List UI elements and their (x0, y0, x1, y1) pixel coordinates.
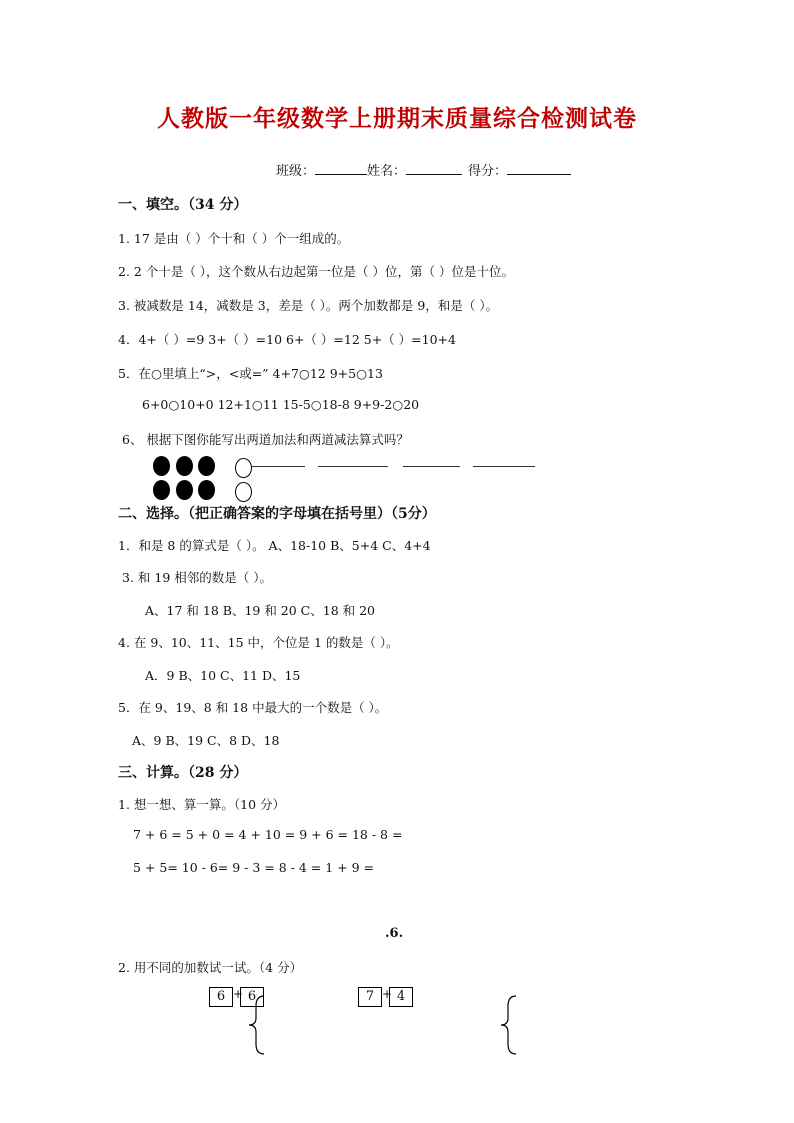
number-box: 4 (389, 987, 413, 1007)
s2-question-4: 4. 在 9、10、11、15 中，个位是 1 的数是（ ）。 (118, 635, 399, 650)
calc-row-1: 7 + 6 = 5 + 0 = 4 + 10 = 9 + 6 = 18 - 8 = (133, 827, 403, 842)
class-label: 班级： (276, 164, 316, 179)
class-blank[interactable] (315, 161, 367, 175)
s1-question-1: 1. 17 是由（ ）个十和（ ）个一组成的。 (118, 231, 350, 246)
score-label: 得分： (468, 164, 508, 179)
filled-circle (153, 480, 170, 500)
name-label: 姓名： (367, 164, 407, 179)
score-blank[interactable] (507, 161, 571, 175)
filled-circle (176, 456, 193, 476)
page-number: .6. (385, 926, 404, 941)
filled-circle (153, 456, 170, 476)
section2-heading: 二、选择。（把正确答案的字母填在括号里）（5分） (118, 506, 436, 522)
answer-line[interactable] (318, 466, 388, 467)
student-info (276, 160, 571, 179)
number-box: 7 (358, 987, 382, 1007)
answer-line[interactable] (252, 466, 305, 467)
page-title: 人教版一年级数学上册期末质量综合检测试卷 (157, 105, 637, 132)
left-brace-icon (246, 994, 268, 1056)
answer-line[interactable] (473, 466, 535, 467)
filled-circle (198, 456, 215, 476)
s2-question-5: 5．在 9、19、8 和 18 中最大的一个数是（ ）。 (118, 700, 388, 715)
name-blank[interactable] (406, 161, 462, 175)
plus-sign: + (233, 987, 244, 1001)
filled-circle (198, 480, 215, 500)
calc-row-2: 5 + 5= 10 - 6= 9 - 3 = 8 - 4 = 1 + 9 = (133, 860, 375, 875)
plus-sign: + (382, 987, 393, 1001)
s2-question-3: 3. 和 19 相邻的数是（ ）。 (122, 570, 272, 585)
s2-question-3-options: A、17 和 18 B、19 和 20 C、18 和 20 (145, 603, 375, 618)
number-box: 6 (209, 987, 233, 1007)
s1-question-5-row2: 6+0○10+0 12+1○11 15-5○18-8 9+9-2○20 (142, 397, 420, 412)
s1-question-2: 2. 2 个十是（ ），这个数从右边起第一位是（ ）位，第（ ）位是十位。 (118, 264, 514, 279)
section1-heading: 一、填空。（34 分） (118, 197, 248, 213)
s3-question-2: 2. 用不同的加数试一试。（4 分） (118, 960, 303, 975)
number-box: 6 (240, 987, 264, 1007)
empty-circle (235, 458, 252, 478)
s2-question-4-options: A．9 B、10 C、11 D、15 (145, 668, 301, 683)
s1-question-5: 5．在○里填上“>，<或=” 4+7○12 9+5○13 (118, 366, 383, 381)
s1-question-4: 4．4+（ ）=9 3+（ ）=10 6+（ ）=12 5+（ ）=10+4 (118, 332, 456, 347)
s1-question-3: 3. 被减数是 14，减数是 3，差是（ ）。两个加数都是 9，和是（ ）。 (118, 298, 499, 313)
left-brace-icon (498, 994, 520, 1056)
empty-circle (235, 482, 252, 502)
filled-circle (176, 480, 193, 500)
s2-question-1: 1．和是 8 的算式是（ ）。 A、18-10 B、5+4 C、4+4 (118, 538, 431, 553)
s1-question-6: 6、 根据下图你能写出两道加法和两道减法算式吗？ (122, 432, 409, 447)
section3-heading: 三、计算。（28 分） (118, 765, 248, 781)
answer-line[interactable] (403, 466, 460, 467)
s2-question-5-options: A、9 B、19 C、8 D、18 (132, 733, 280, 748)
s3-question-1: 1. 想一想、算一算。（10 分） (118, 797, 286, 812)
